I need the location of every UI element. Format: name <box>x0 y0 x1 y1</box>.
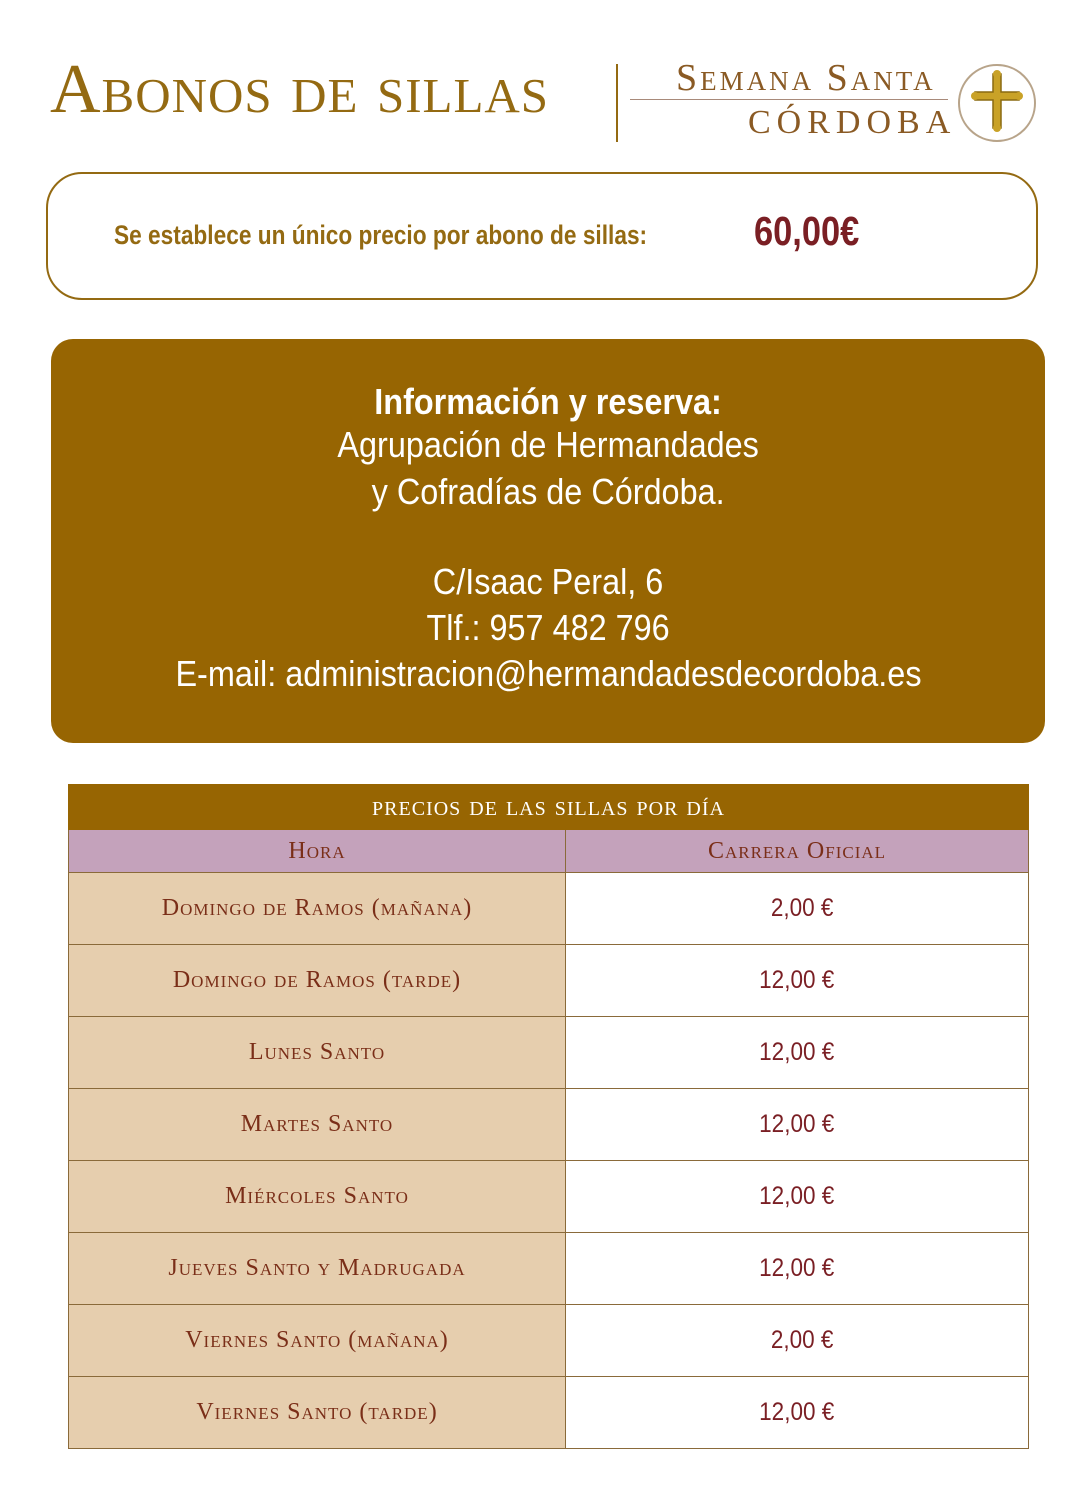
season-ticket-price: 60,00€ <box>754 208 860 254</box>
table-row <box>69 945 1029 1017</box>
logo-text-cordoba: CÓRDOBA <box>748 104 957 141</box>
price-cell: 12,00 € <box>759 1182 835 1210</box>
table-row <box>69 1161 1029 1233</box>
table-row <box>69 1233 1029 1305</box>
table-row <box>69 1017 1029 1089</box>
logo-rule <box>630 99 948 100</box>
email: E-mail: administracion@hermandadesdecordoba.es <box>174 653 922 694</box>
day-cell: Martes Santo <box>69 1089 566 1161</box>
price-cell: 2,00 € <box>771 894 834 922</box>
day-cell: Domingo de Ramos (mañana) <box>69 873 566 945</box>
table-row <box>69 1305 1029 1377</box>
column-header-hora: Hora <box>69 830 566 873</box>
phone: Tlf.: 957 482 796 <box>426 607 670 648</box>
organization-line-1: Agrupación de Hermandades <box>337 424 759 465</box>
address: C/Isaac Peral, 6 <box>432 561 664 602</box>
booking-info-panel <box>51 339 1045 743</box>
season-ticket-price-box <box>46 172 1038 300</box>
day-cell: Jueves Santo y Madrugada <box>69 1233 566 1305</box>
logo-text-semana-santa: Semana Santa <box>676 57 936 99</box>
chair-prices-table <box>68 784 1029 1449</box>
page-title: Abonos de sillas <box>50 51 550 128</box>
price-cell: 12,00 € <box>759 1110 835 1138</box>
day-cell: Viernes Santo (mañana) <box>69 1305 566 1377</box>
table-row <box>69 1377 1029 1449</box>
day-cell: Domingo de Ramos (tarde) <box>69 945 566 1017</box>
day-cell: Viernes Santo (tarde) <box>69 1377 566 1449</box>
day-cell: Lunes Santo <box>69 1017 566 1089</box>
price-cell: 12,00 € <box>759 1254 835 1282</box>
column-header-carrera-oficial: Carrera Oficial <box>566 830 1029 873</box>
header-divider <box>616 64 618 142</box>
cross-emblem-icon <box>956 62 1038 144</box>
price-cell: 12,00 € <box>759 1038 835 1066</box>
table-row <box>69 873 1029 945</box>
day-cell: Miércoles Santo <box>69 1161 566 1233</box>
booking-info-heading: Información y reserva: <box>374 381 722 422</box>
price-cell: 12,00 € <box>759 966 835 994</box>
organization-line-2: y Cofradías de Córdoba. <box>371 471 725 512</box>
table-title: precios de las sillas por día <box>69 785 1029 830</box>
table-row <box>69 1089 1029 1161</box>
season-ticket-label: Se establece un único precio por abono de sillas: <box>114 220 648 250</box>
price-cell: 2,00 € <box>771 1326 834 1354</box>
price-cell: 12,00 € <box>759 1398 835 1426</box>
